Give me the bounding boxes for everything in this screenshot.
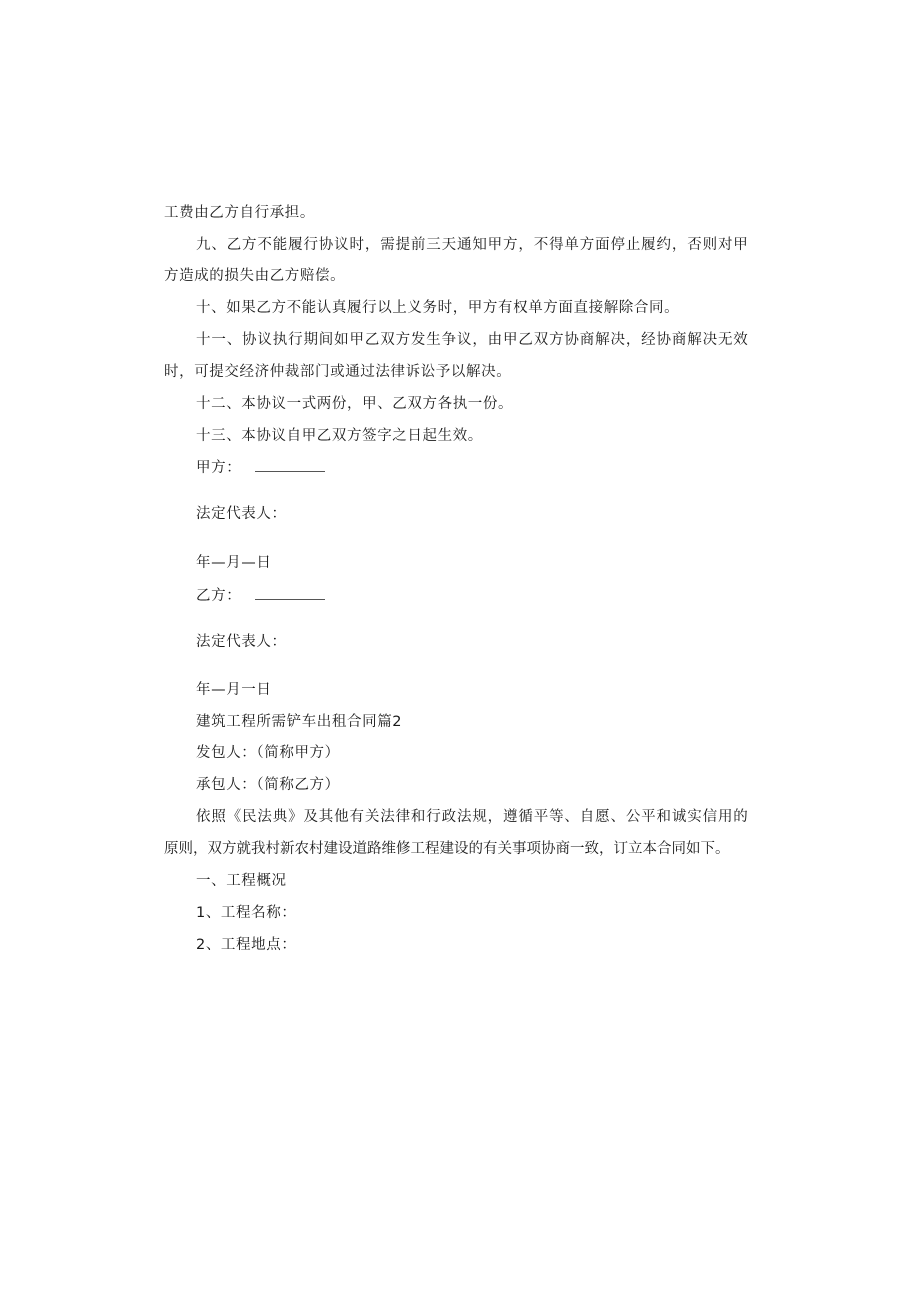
preamble-line: 依照《民法典》及其他有关法律和行政法规，遵循平等、自愿、公平和诚实信用的 — [196, 809, 748, 825]
paragraph-line: 时，可提交经济仲裁部门或通过法律诉讼予以解决。 — [164, 364, 512, 380]
party-a-blank-line — [255, 459, 325, 472]
paragraph-line: 十二、本协议一式两份，甲、乙双方各执一份。 — [196, 396, 514, 412]
preamble-line: 原则，双方就我村新农村建设道路维修工程建设的有关事项协商一致，订立本合同如下。 — [164, 841, 730, 857]
paragraph-line: 工费由乙方自行承担。 — [164, 205, 315, 221]
section-title: 建筑工程所需铲车出租合同篇2 — [196, 714, 403, 730]
paragraph-line: 方造成的损失由乙方赔偿。 — [164, 268, 346, 284]
heading-project-overview: 一、工程概况 — [196, 873, 287, 889]
issuer-line: 发包人：（简称甲方） — [196, 745, 340, 761]
date-a-label: 年—月—日 — [196, 555, 272, 571]
legal-rep-b-label: 法定代表人： — [196, 634, 287, 650]
party-b-blank-line — [255, 587, 325, 600]
item-project-name: 1、工程名称： — [196, 905, 297, 921]
party-b-signature — [196, 586, 325, 606]
contractor-line: 承包人：（简称乙方） — [196, 777, 340, 793]
paragraph-line: 十一、协议执行期间如甲乙双方发生争议，由甲乙双方协商解决，经协商解决无效 — [196, 332, 748, 348]
legal-rep-a-label: 法定代表人： — [196, 506, 287, 522]
paragraph-line: 九、乙方不能履行协议时，需提前三天通知甲方，不得单方面停止履约，否则对甲 — [196, 237, 748, 253]
paragraph-line: 十三、本协议自甲乙双方签字之日起生效。 — [196, 428, 483, 444]
party-a-signature — [196, 458, 325, 478]
date-b-label: 年—月一日 — [196, 682, 272, 698]
party-a-label: 甲方： — [196, 460, 242, 476]
paragraph-line: 十、如果乙方不能认真履行以上义务时，甲方有权单方面直接解除合同。 — [196, 300, 680, 316]
item-project-location: 2、工程地点： — [196, 937, 297, 953]
party-b-label: 乙方： — [196, 588, 242, 604]
